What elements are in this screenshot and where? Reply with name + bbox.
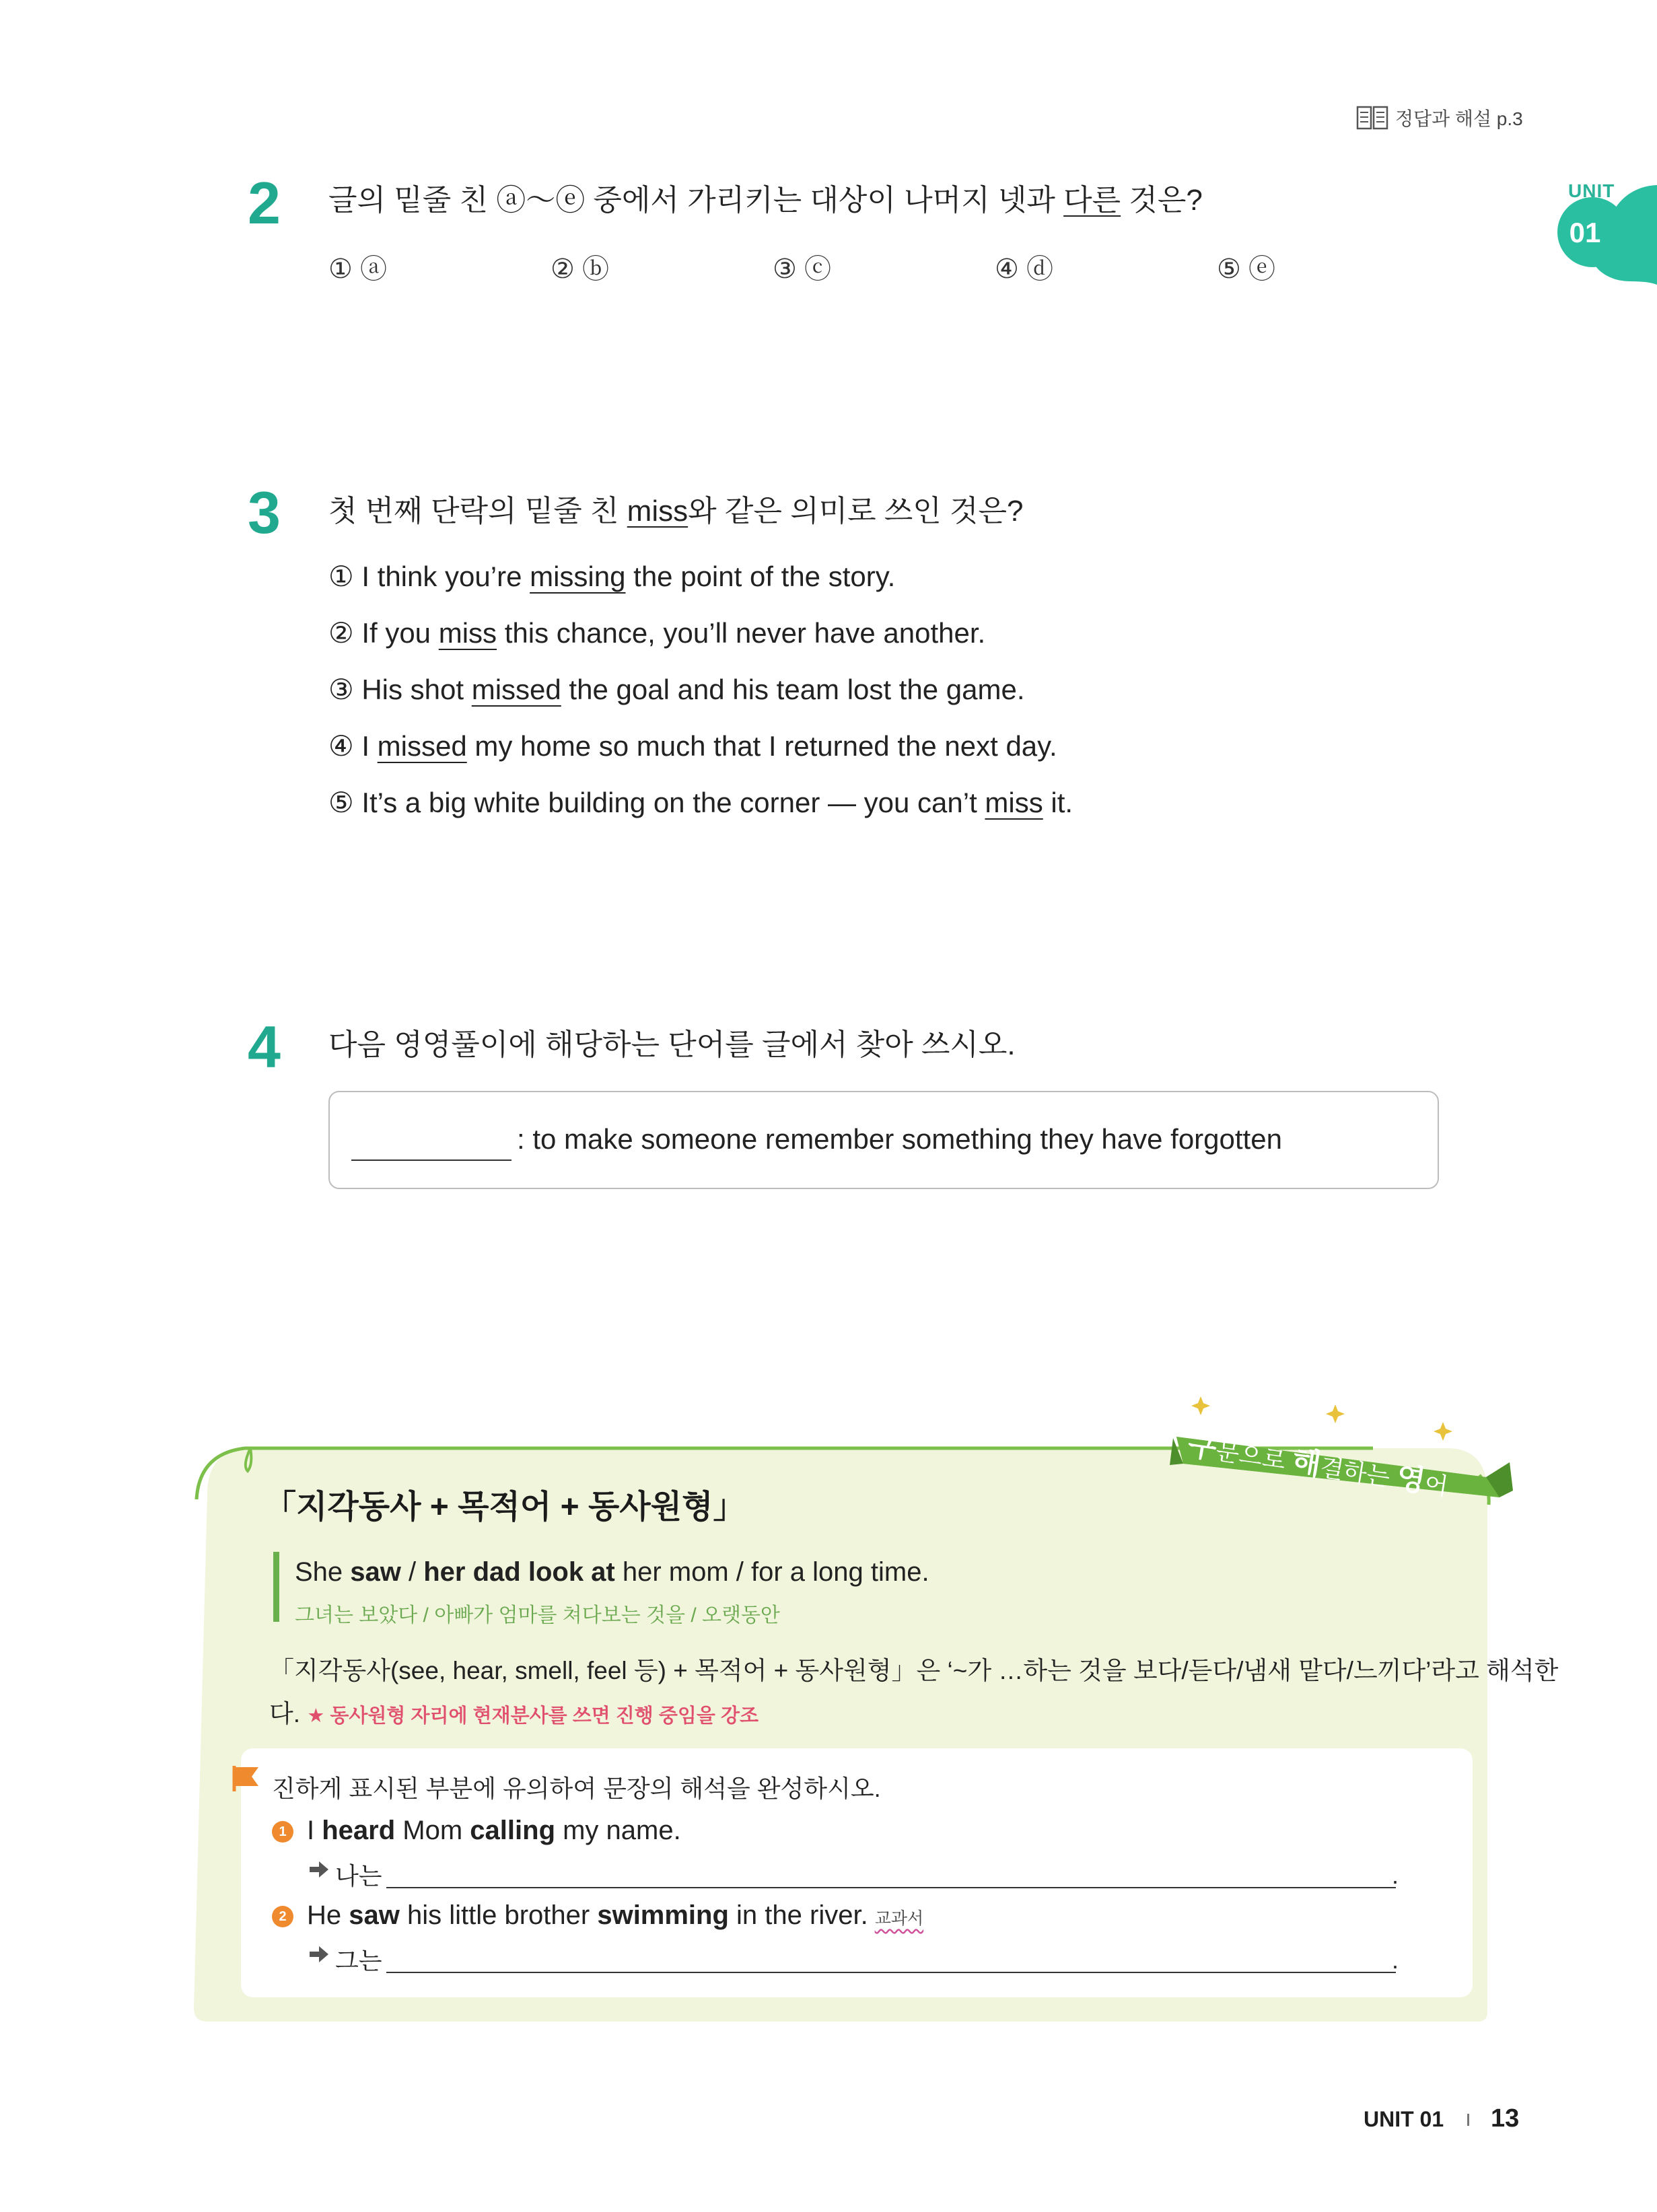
bold-text: saw [350,1557,401,1587]
text: his little brother [399,1900,598,1930]
text: Mom [395,1816,470,1845]
bold-text: her dad look at [423,1557,615,1587]
answer-lead: 그는 [335,1947,382,1974]
book-icon [1356,106,1388,130]
arrow-right-icon [308,1945,330,1964]
title-text: 것은? [1121,184,1203,217]
text: in the river. [728,1900,868,1930]
option-text: my home so much that I returned the next day. [466,730,1057,762]
option-text: ⑤ It’s a big white building on the corner — you can’t [328,787,985,818]
exercise-instruction: 진하게 표시된 부분에 유의하여 문장의 해석을 완성하시오. [272,1775,881,1802]
option-2[interactable] [328,616,985,649]
answer-reference [1356,104,1523,131]
option-underlined: miss [985,787,1043,818]
answer-period: . [1392,1946,1399,1974]
question-number: 3 [248,479,281,546]
title-underlined: 다른 [1063,184,1121,217]
option-text: ④ I [328,730,378,762]
bold-text: swimming [597,1900,729,1930]
option-text: this chance, you’ll never have another. [497,617,986,649]
option-5[interactable] [328,786,1073,819]
question-number: 2 [248,170,281,236]
text: 다. [269,1700,301,1727]
example-bar [273,1552,279,1622]
title-underlined: miss [627,495,689,528]
option-1[interactable] [328,560,895,593]
choice-5[interactable]: ⑤ ⓔ [1217,254,1275,284]
number-bullet: 2 [272,1906,293,1927]
answer-lead: 나는 [335,1862,382,1890]
question-number: 4 [248,1013,281,1080]
text: He [307,1900,349,1930]
grammar-title: 「지각동사 + 목적어 + 동사원형」 [264,1489,746,1525]
choice-2[interactable]: ② ⓑ [551,254,609,284]
banner-char: 어 [1422,1469,1450,1501]
unit-tab-number: 01 [1569,217,1601,248]
choice-3[interactable]: ③ ⓒ [773,254,831,284]
banner-char: 해 [1290,1444,1324,1482]
bold-text: calling [470,1816,555,1845]
definition-text: : to make someone remember something they have forgotten [517,1123,1282,1155]
explanation-line-1: 「지각동사(see, hear, smell, feel 등) + 목적어 + 동사원형」은 ‘~가 …하는 것을 보다/듣다/냄새 맡다/느끼다’라고 해석한 [269,1657,1559,1684]
option-3[interactable] [328,673,1025,706]
exercise-sentence [307,1900,923,1931]
example-translation: 그녀는 보았다 / 아빠가 엄마를 쳐다보는 것을 / 오랫동안 [295,1604,780,1627]
arrow-right-icon [308,1860,330,1879]
option-underlined: miss [438,617,497,649]
option-text: ③ His shot [328,674,472,705]
banner-char: 영 [1394,1461,1427,1499]
text: / [400,1557,424,1587]
star-note: ★ 동사원형 자리에 현재분사를 쓰면 진행 중임을 강조 [307,1705,759,1727]
answer-blank[interactable] [351,1159,512,1161]
unit-tab-label: UNIT [1568,180,1615,201]
banner-char: 결하는 [1318,1453,1399,1493]
title-text: 글의 밑줄 친 ⓐ～ⓔ 중에서 가리키는 대상이 나머지 넷과 [328,184,1064,217]
exercise-sentence [307,1816,681,1846]
option-text: ② If you [328,617,439,649]
question-title [328,183,1203,219]
page-number: 13 [1491,2104,1520,2133]
bold-text: saw [349,1900,400,1930]
title-text: 첫 번째 단락의 밑줄 친 [328,495,627,528]
choice-1[interactable]: ① ⓐ [328,254,387,284]
title-text: 와 같은 의미로 쓰인 것은? [688,495,1024,528]
choice-4[interactable]: ④ ⓓ [995,254,1053,284]
explanation-line-2 [269,1693,759,1729]
text: her mom / for a long time. [614,1557,929,1587]
answer-period: . [1392,1861,1399,1889]
answer-line[interactable] [386,1972,1396,1973]
number-bullet: 1 [272,1821,293,1843]
textbook-tag: 교과서 [874,1909,924,1928]
answer-line[interactable] [386,1887,1396,1888]
answer-ref-text: 정답과 해설 p.3 [1395,108,1523,129]
option-text: it. [1043,787,1073,818]
option-text: the point of the story. [625,561,896,592]
question-title [328,494,1024,530]
option-underlined: missing [530,561,626,592]
option-text: ① I think you’re [328,561,530,592]
question-title: 다음 영영풀이에 해당하는 단어를 글에서 찾아 쓰시오. [328,1028,1016,1061]
text: She [295,1557,351,1587]
option-underlined: missed [377,730,467,762]
footer-unit: UNIT 01 [1364,2107,1444,2131]
flag-icon [232,1763,262,1794]
example-sentence [295,1557,929,1587]
text: my name. [555,1816,681,1845]
option-4[interactable] [328,729,1057,762]
footer-separator [1467,2114,1469,2126]
banner-char: 구 [1185,1428,1220,1466]
banner-char: 문으로 [1213,1436,1295,1476]
option-underlined: missed [471,674,561,705]
option-text: the goal and his team lost the game. [561,674,1025,705]
bold-text: heard [322,1816,396,1845]
text: I [307,1816,322,1845]
